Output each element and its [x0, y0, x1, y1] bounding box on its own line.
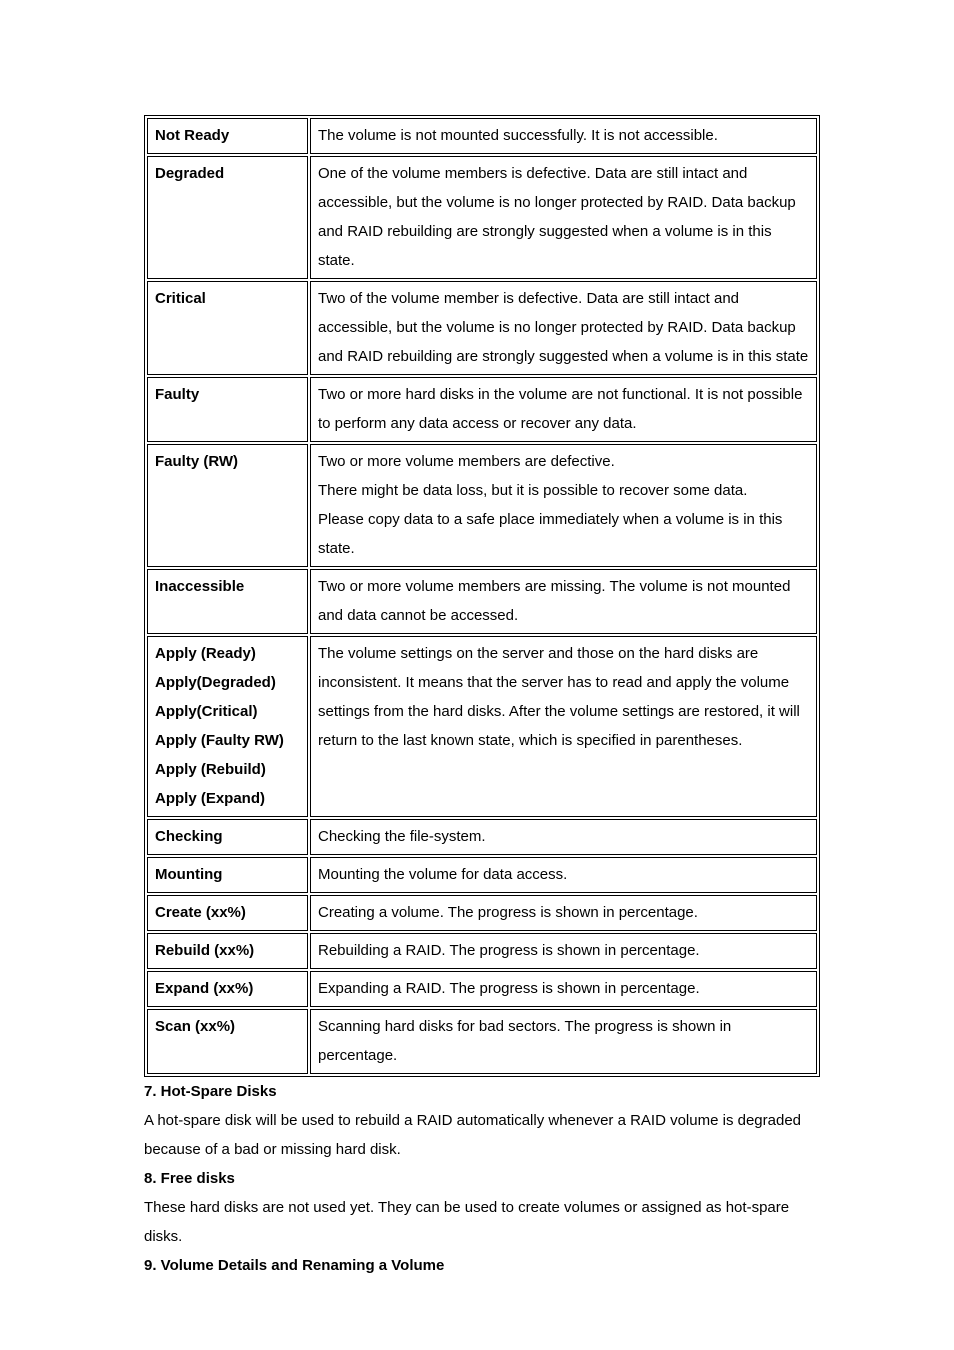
section-heading: 9. Volume Details and Renaming a Volume: [144, 1257, 445, 1274]
table-row: [147, 118, 817, 154]
description-text: Checking the file-system.: [318, 828, 486, 845]
description-text: There might be data loss, but it is possible to recover some data.: [318, 482, 748, 499]
status-cell: [147, 118, 308, 154]
status-label: Create (xx%): [155, 904, 246, 921]
status-label: Apply (Expand): [155, 790, 266, 807]
status-cell: [147, 636, 308, 817]
status-label: Apply(Critical): [155, 703, 258, 720]
description-text: The volume settings on the server and those on the hard disks are inconsistent. It means that the server has to read and apply the volume settings from the hard disks. After the volume settings are restored, it will return to the last known state, which is specified in parentheses.: [318, 645, 800, 749]
description-text: Two or more volume members are missing. The volume is not mounted and data cannot be accessed.: [318, 578, 791, 624]
status-cell: [147, 377, 308, 442]
description-cell: [310, 377, 817, 442]
status-label: Inaccessible: [155, 578, 245, 595]
table-row: [147, 156, 817, 279]
status-cell: [147, 857, 308, 893]
description-text: Mounting the volume for data access.: [318, 866, 568, 883]
volume-status-table-body: [147, 118, 817, 1074]
status-label: Rebuild (xx%): [155, 942, 255, 959]
status-label: Faulty (RW): [155, 453, 239, 470]
status-label: Mounting: [155, 866, 223, 883]
description-cell: [310, 1009, 817, 1074]
description-cell: [310, 118, 817, 154]
section-heading: 8. Free disks: [144, 1170, 235, 1187]
status-cell: [147, 1009, 308, 1074]
status-cell: [147, 156, 308, 279]
status-cell: [147, 895, 308, 931]
section-heading: 7. Hot-Spare Disks: [144, 1083, 277, 1100]
table-row: [147, 444, 817, 567]
status-label: Critical: [155, 290, 206, 307]
volume-status-table: [144, 115, 820, 1077]
table-row: [147, 281, 817, 375]
description-text: The volume is not mounted successfully. It is not accessible.: [318, 127, 718, 144]
table-row: [147, 636, 817, 817]
description-cell: [310, 933, 817, 969]
description-cell: [310, 569, 817, 634]
description-text: Scanning hard disks for bad sectors. The progress is shown in percentage.: [318, 1018, 732, 1064]
description-text: Rebuilding a RAID. The progress is shown in percentage.: [318, 942, 700, 959]
status-cell: [147, 819, 308, 855]
description-text: Expanding a RAID. The progress is shown in percentage.: [318, 980, 700, 997]
description-text: Two of the volume member is defective. Data are still intact and accessible, but the volume is no longer protected by RAID. Data backup and RAID rebuilding are strongly suggested when a volume is in this state: [318, 290, 809, 365]
table-row: [147, 1009, 817, 1074]
status-label: Apply (Ready): [155, 645, 256, 662]
description-text: Two or more hard disks in the volume are not functional. It is not possible to perform any data access or recover any data.: [318, 386, 803, 432]
document-sections: [144, 1077, 820, 1280]
table-row: [147, 971, 817, 1007]
table-row: [147, 819, 817, 855]
description-text: Two or more volume members are defective.: [318, 453, 615, 470]
description-cell: [310, 636, 817, 817]
section-paragraph: A hot-spare disk will be used to rebuild a RAID automatically whenever a RAID volume is degraded because of a bad or missing hard disk.: [144, 1112, 801, 1158]
description-cell: [310, 281, 817, 375]
table-row: [147, 857, 817, 893]
table-row: [147, 895, 817, 931]
status-cell: [147, 444, 308, 567]
description-cell: [310, 156, 817, 279]
status-label: Apply(Degraded): [155, 674, 276, 691]
document-page: [144, 115, 820, 1280]
status-label: Apply (Faulty RW): [155, 732, 284, 749]
status-label: Apply (Rebuild): [155, 761, 266, 778]
status-cell: [147, 933, 308, 969]
description-cell: [310, 857, 817, 893]
table-row: [147, 569, 817, 634]
status-label: Scan (xx%): [155, 1018, 236, 1035]
status-label: Expand (xx%): [155, 980, 254, 997]
table-row: [147, 377, 817, 442]
section-paragraph: These hard disks are not used yet. They can be used to create volumes or assigned as hot-spare disks.: [144, 1199, 790, 1245]
table-row: [147, 933, 817, 969]
description-cell: [310, 819, 817, 855]
status-label: Faulty: [155, 386, 200, 403]
status-label: Degraded: [155, 165, 225, 182]
status-label: Not Ready: [155, 127, 230, 144]
description-text: Please copy data to a safe place immediately when a volume is in this state.: [318, 511, 783, 557]
description-cell: [310, 444, 817, 567]
description-text: One of the volume members is defective. Data are still intact and accessible, but the volume is no longer protected by RAID. Data backup and RAID rebuilding are strongly suggested when a volume is in this state.: [318, 165, 796, 269]
status-label: Checking: [155, 828, 223, 845]
status-cell: [147, 971, 308, 1007]
status-cell: [147, 569, 308, 634]
description-cell: [310, 971, 817, 1007]
description-text: Creating a volume. The progress is shown in percentage.: [318, 904, 698, 921]
description-cell: [310, 895, 817, 931]
status-cell: [147, 281, 308, 375]
